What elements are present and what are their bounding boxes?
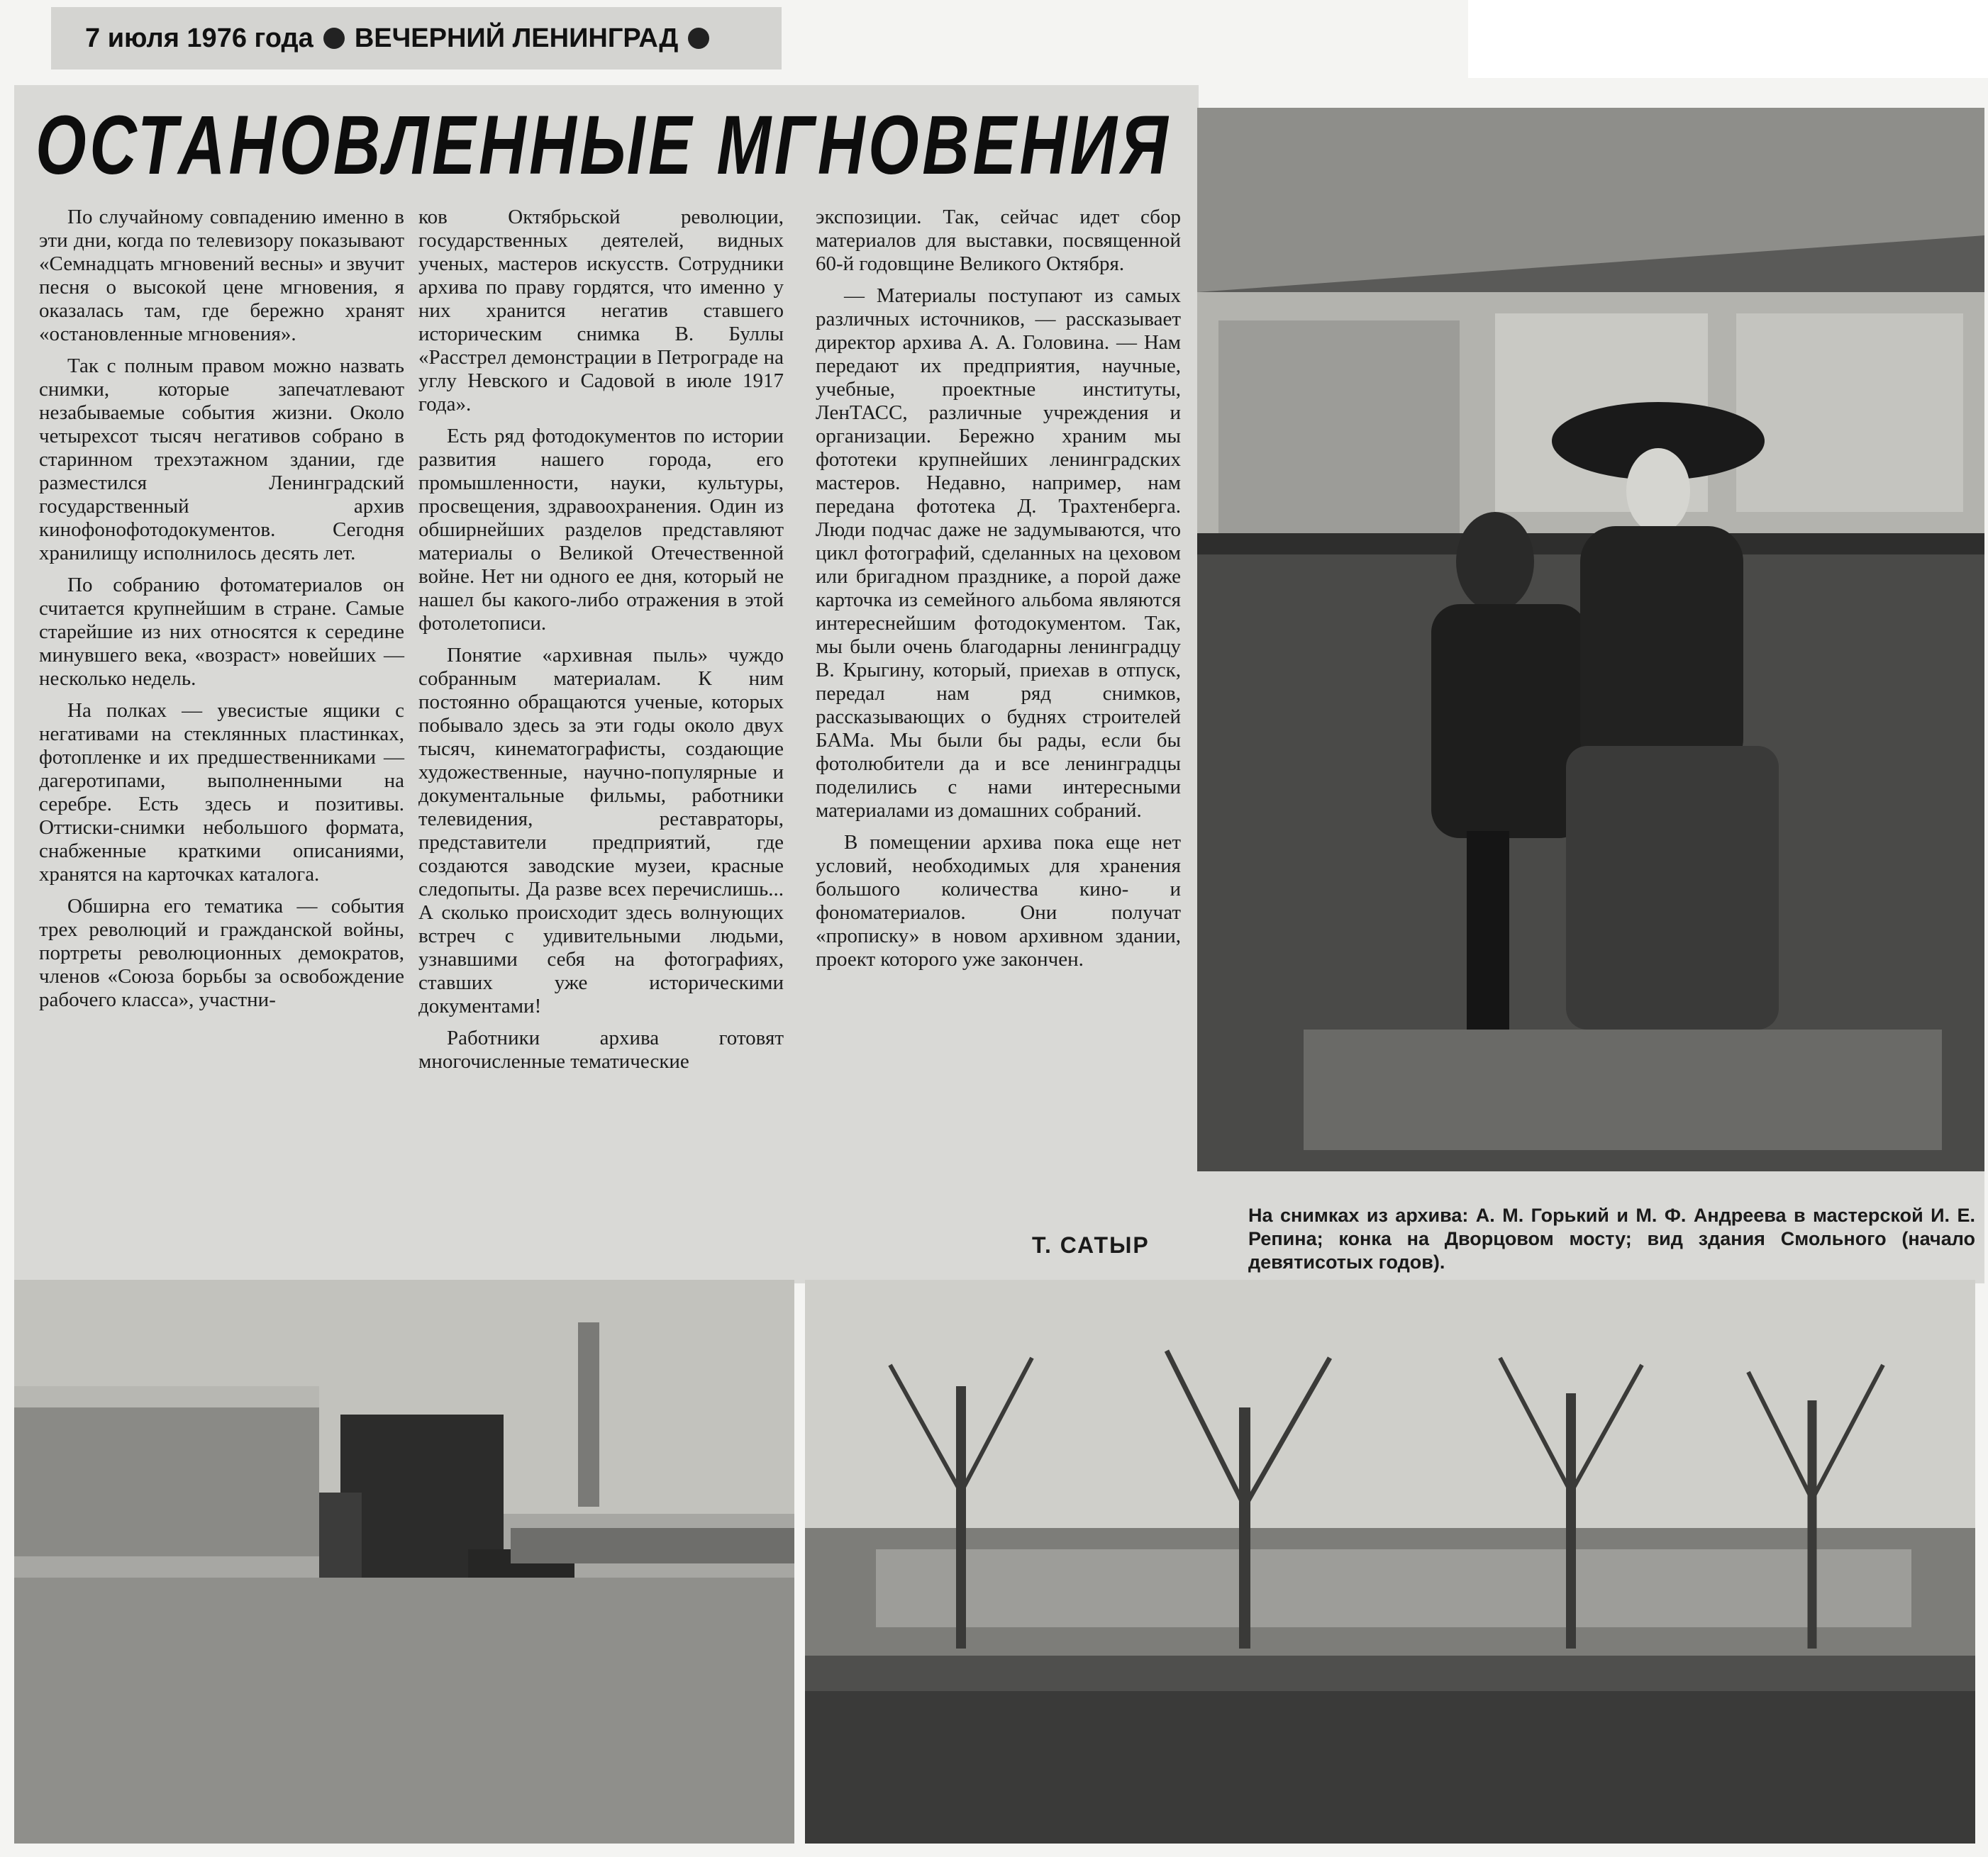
masthead-paper-name: ВЕЧЕРНИЙ ЛЕНИНГРАД — [354, 23, 679, 53]
paragraph: По собранию фотоматериалов он считается крупнейшим в стране. Самые старейшие из них относятся к середине минувшего века, «возраст» новейших — несколько недель. — [39, 574, 404, 690]
masthead — [51, 7, 782, 69]
scan-background-edge — [1468, 0, 1988, 78]
article-headline: ОСТАНОВЛЕННЫЕ МГНОВЕНИЯ — [35, 99, 1172, 192]
bullet-icon — [688, 28, 709, 49]
article-column-2 — [418, 206, 784, 1082]
paragraph: По случайному совпадению именно в эти дни, когда по телевизору показывают «Семнадцать мгновений весны» и звучит песня о высокой цене мгновения, я оказалась там, где бережно хранят «остановленные мгновения». — [39, 206, 404, 345]
paragraph: Обширна его тематика — события трех революций и гражданской войны, портреты революционных демократов, членов «Союза борьбы за освобождение рабочего класса», участни- — [39, 895, 404, 1011]
photo-horse-tram-palace-bridge — [14, 1280, 794, 1844]
paragraph: В помещении архива пока еще нет условий, необходимых для хранения большого количества кино- и фономатериалов. Они получат «прописку» в новом архивном здании, проект которого уже закончен. — [816, 831, 1181, 971]
paragraph: экспозиции. Так, сейчас идет сбор материалов для выставки, посвященной 60-й годовщине Великого Октября. — [816, 206, 1181, 275]
photo-caption: На снимках из архива: А. М. Горький и М. Ф. Андреева в мастерской И. Е. Репина; конка на Дворцовом мосту; вид здания Смольного (начало девятисотых годов). — [1248, 1205, 1975, 1273]
paragraph: Понятие «архивная пыль» чуждо собранным материалам. К ним постоянно обращаются ученые, которых побывало здесь за эти годы около двух тысяч, кинематографисты, создающие художественные, научно-популярные и документальные фильмы, работники телевидения, реставраторы, представители предприятий, где создаются заводские музеи, красные следопыты. Да разве всех перечислишь... А сколько происходит здесь волнующих встреч с удивительными людьми, узнавшими себя на фотографиях, ставших уже историческими документами! — [418, 644, 784, 1017]
paragraph: Есть ряд фотодокументов по истории развития нашего города, его промышленности, науки, культуры, просвещения, здравоохранения. Один из обширнейших разделов представляют материалы о Великой Отечественной войне. Нет ни одного ее дня, который не нашел бы какого-либо отражения в этой фотолетописи. — [418, 425, 784, 635]
article-column-1 — [39, 206, 404, 1020]
paragraph: Так с полным правом можно назвать снимки, которые запечатлевают незабываемые события жизни. Около четырехсот тысяч негативов собрано в старинном трехэтажном здании, где разместился Ленинградский государственный архив кинофонофотодокументов. Сегодня хранилищу исполнилось десять лет. — [39, 355, 404, 564]
paragraph: ков Октябрьской революции, государственных деятелей, видных ученых, мастеров искусств. Сотрудники архива по праву гордятся, что именно у них хранится негатив ставшего историческим снимка В. Буллы «Расстрел демонстрации в Петрограде на углу Невского и Садовой в июле 1917 года». — [418, 206, 784, 416]
article-column-3 — [816, 206, 1181, 980]
photo-gorky-andreeva — [1197, 108, 1984, 1171]
bullet-icon — [323, 28, 345, 49]
paragraph: На полках — увесистые ящики с негативами на стеклянных пластинках, фотопленке и их предшественниками — дагеротипами, выполненными на серебре. Есть здесь и позитивы. Оттиски-снимки небольшого формата, снабженные краткими описаниями, хранятся на карточках каталога. — [39, 699, 404, 886]
photo-smolny-building — [805, 1280, 1975, 1844]
masthead-date: 7 июля 1976 года — [85, 23, 313, 53]
paragraph: — Материалы поступают из самых различных источников, — рассказывает директор архива А. А. Головина. — Нам передают их предприятия, научные, учебные, проектные институты, ЛенТАСС, различные учреждения и организации. Бережно храним мы фототеки крупнейших ленинградских мастеров. Недавно, например, нам передана фототека Д. Трахтенберга. Люди подчас даже не задумываются, что цикл фотографий, сделанных на цеховом или бригадном празднике, а порой даже карточка из семейного альбома являются интереснейшим фотодокументом. Так, мы были очень благодарны ленинградцу В. Крыгину, который, приехав в отпуск, передал нам ряд снимков, рассказывающих о буднях строителей БАМа. Мы были бы рады, если бы фотолюбители да и все ленинградцы поделились с нами интересными материалами из домашних собраний. — [816, 284, 1181, 822]
paragraph: Работники архива готовят многочисленные тематические — [418, 1027, 784, 1073]
article-author: Т. САТЫР — [1032, 1232, 1150, 1258]
